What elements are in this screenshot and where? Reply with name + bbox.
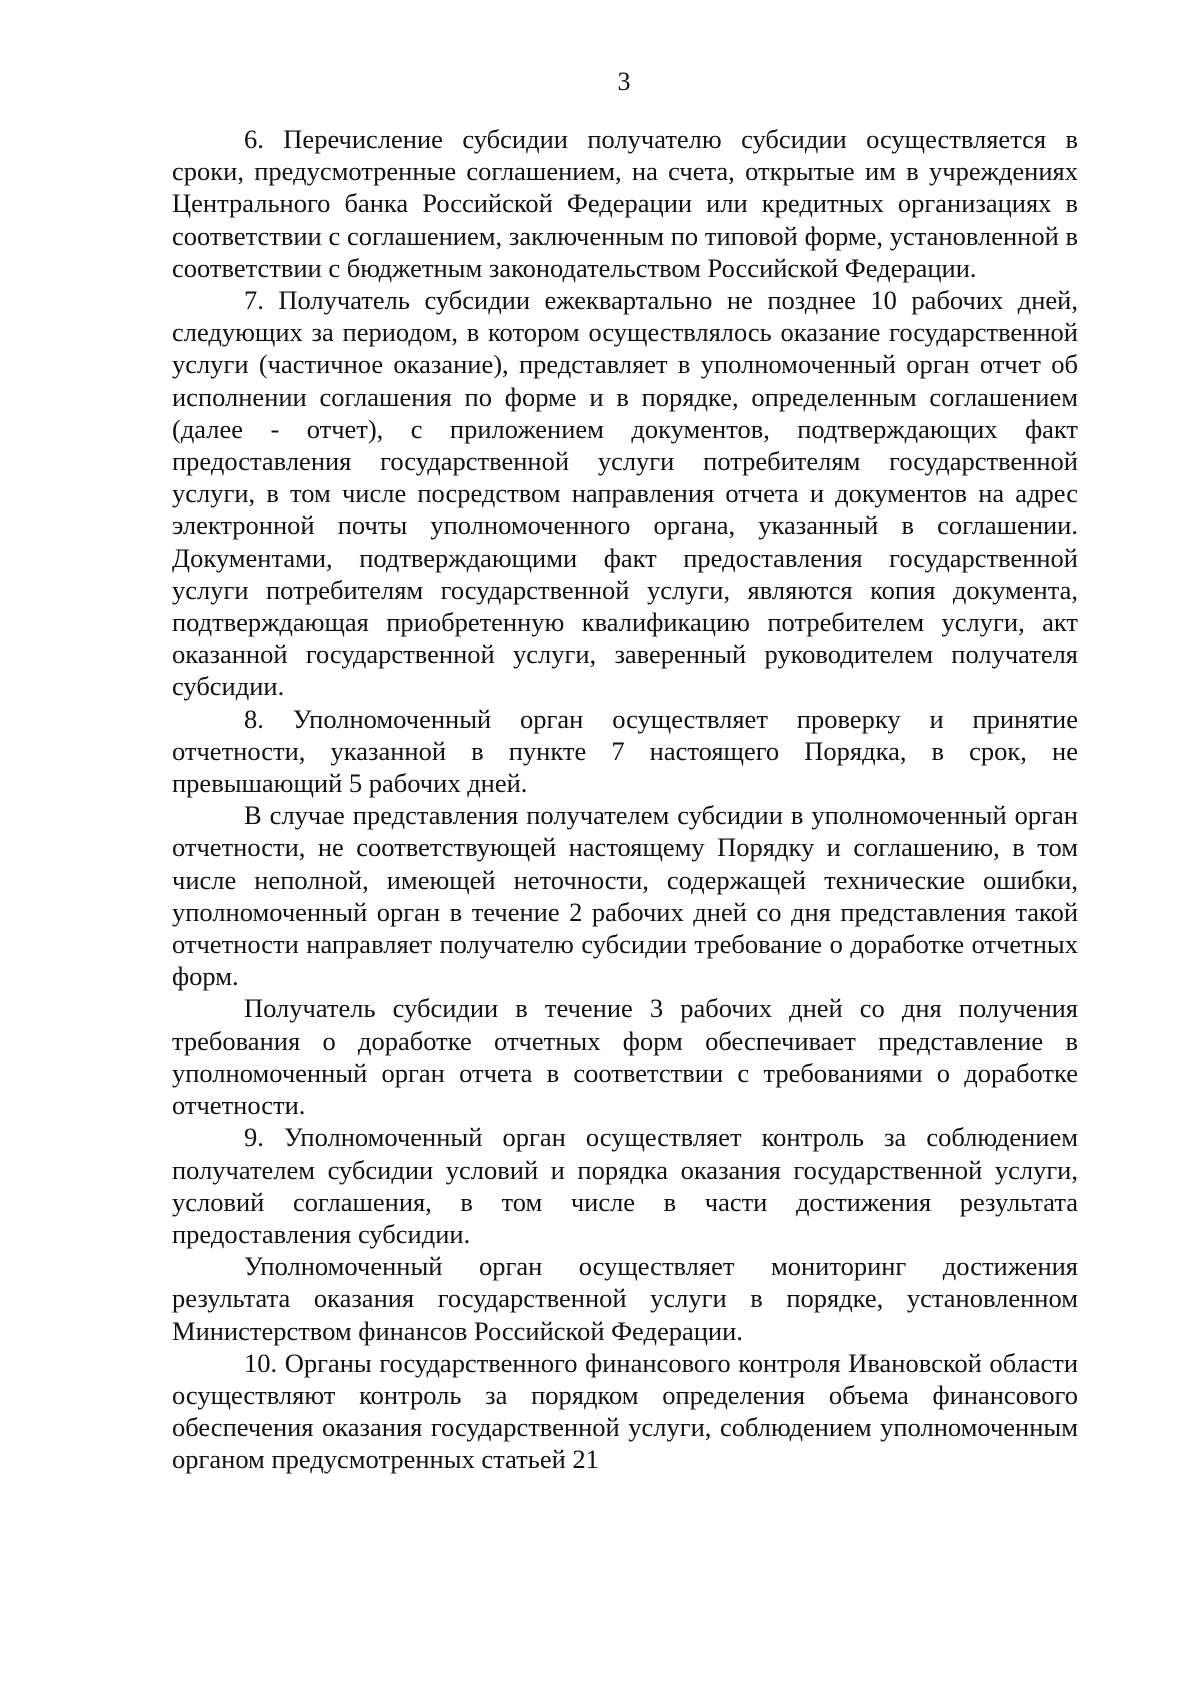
- paragraph-10: 10. Органы государственного финансового контроля Ивановской области осуществляют контроль за порядком определения объема финансового обеспечения оказания государственной услуги, соблюдением уполномоченным органом предусмотренных статьей 21: [172, 1347, 1078, 1475]
- page-number: 3: [617, 67, 631, 96]
- paragraph-8-incomplete-report: В случае представления получателем субсидии в уполномоченный орган отчетности, не соответствующей настоящему Порядку и соглашению, в том числе неполной, имеющей неточности, содержащей технические ошибки, уполномоченный орган в течение 2 рабочих дней со дня представления такой отчетности направляет получателю субсидии требование о доработке отчетных форм.: [172, 800, 1078, 992]
- paragraph-9-monitoring: Уполномоченный орган осуществляет мониторинг достижения результата оказания государственной услуги в порядке, установленном Министерством финансов Российской Федерации.: [172, 1251, 1078, 1346]
- paragraph-8-resubmission: Получатель субсидии в течение 3 рабочих дней со дня получения требования о доработке отчетных форм обеспечивает представление в уполномоченный орган отчета в соответствии с требованиями о доработке отчетности.: [172, 993, 1078, 1121]
- paragraph-8: 8. Уполномоченный орган осуществляет проверку и принятие отчетности, указанной в пункте 7 настоящего Порядка, в срок, не превышающий 5 рабочих дней.: [172, 703, 1078, 799]
- paragraph-7: 7. Получатель субсидии ежеквартально не позднее 10 рабочих дней, следующих за периодом, в котором осуществлялось оказание государственной услуги (частичное оказание), представляет в уполномоченный орган отчет об исполнении соглашения по форме и в порядке, определенным соглашением (далее - отчет), с приложением документов, подтверждающих факт предоставления государственной услуги потребителям государственной услуги, в том числе посредством направления отчета и документов на адрес электронной почты уполномоченного органа, указанный в соглашении. Документами, подтверждающими факт предоставления государственной услуги потребителям государственной услуги, являются копия документа, подтверждающая приобретенную квалификацию потребителем услуги, акт оказанной государственной услуги, заверенный руководителем получателя субсидии.: [172, 285, 1078, 702]
- document-body: [172, 123, 1078, 1476]
- paragraph-9: 9. Уполномоченный орган осуществляет контроль за соблюдением получателем субсидии условий и порядка оказания государственной услуги, условий соглашения, в том числе в части достижения результата предоставления субсидии.: [172, 1122, 1078, 1249]
- paragraph-6: 6. Перечисление субсидии получателю субсидии осуществляется в сроки, предусмотренные соглашением, на счета, открытые им в учреждениях Центрального банка Российской Федерации или кредитных организациях в соответствии с соглашением, заключенным по типовой форме, установленной в соответствии с бюджетным законодательством Российской Федерации.: [172, 124, 1078, 283]
